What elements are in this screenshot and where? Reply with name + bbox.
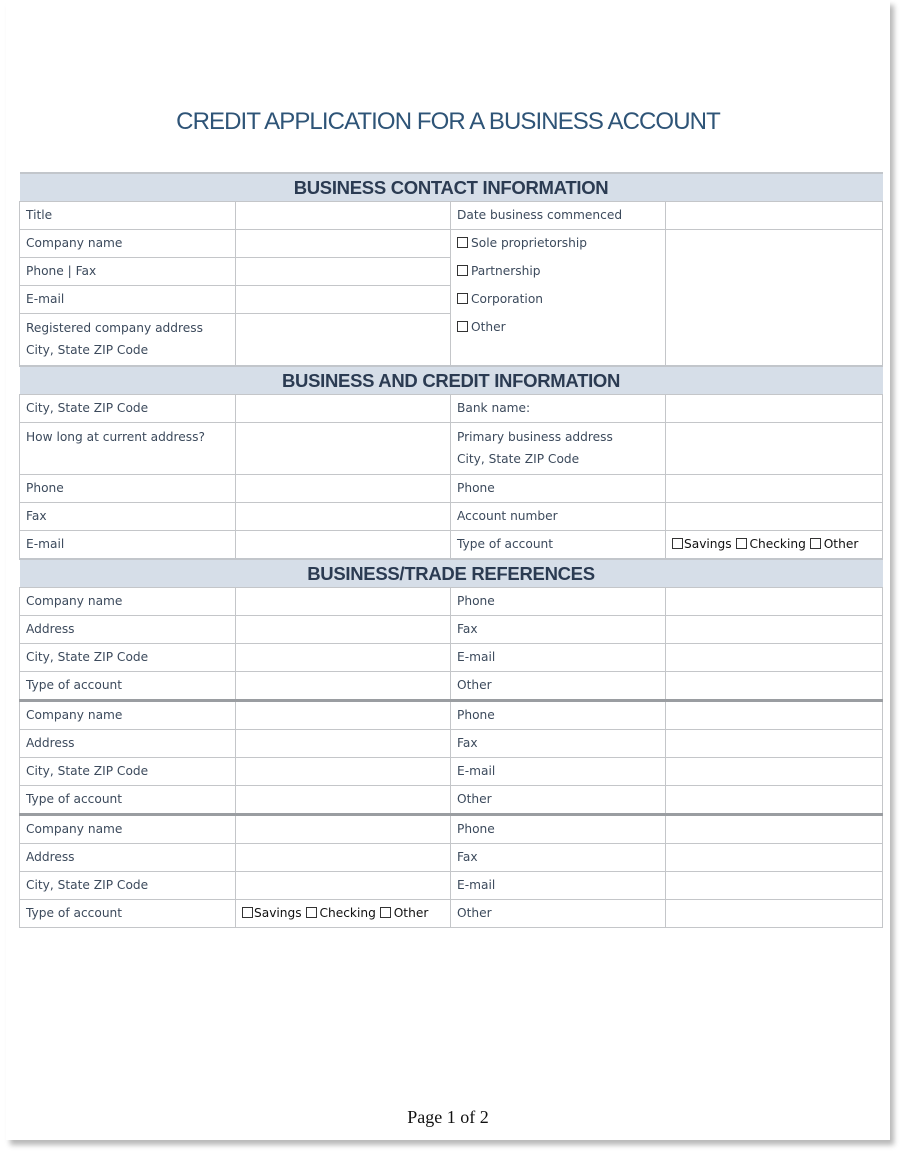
table-row (20, 230, 883, 258)
ref-input[interactable] (236, 872, 451, 900)
checkbox-icon[interactable] (457, 265, 468, 276)
table-row (20, 616, 883, 644)
table-row (20, 672, 883, 701)
table-row (20, 395, 883, 423)
table-row (20, 202, 883, 230)
checkbox-icon[interactable] (736, 538, 747, 549)
field-label: How long at current address? (20, 423, 236, 475)
field-label: Primary business address City, State ZIP Code (451, 423, 666, 475)
ref-input[interactable] (666, 786, 883, 815)
field-label: City, State ZIP Code (20, 395, 236, 423)
entity-option[interactable]: Partnership (457, 258, 659, 286)
ref-input[interactable] (666, 672, 883, 701)
field-label: Registered company address City, State ZIP Code (20, 314, 236, 367)
table-row (20, 503, 883, 531)
table-row (20, 588, 883, 616)
entity-type-input[interactable] (666, 230, 883, 367)
entity-option[interactable]: Sole proprietorship (457, 230, 659, 258)
table-row (20, 531, 883, 560)
ref-input[interactable] (666, 644, 883, 672)
field-label: Phone | Fax (20, 258, 236, 286)
ref-input[interactable] (236, 588, 451, 616)
section-title: BUSINESS CONTACT INFORMATION (20, 173, 883, 202)
ref-input[interactable] (666, 844, 883, 872)
page-number: Page 1 of 2 (407, 1107, 489, 1127)
email-input[interactable] (236, 286, 451, 314)
field-label: Fax (451, 730, 666, 758)
account-number-input[interactable] (666, 503, 883, 531)
field-label: Phone (20, 475, 236, 503)
field-label: E-mail (20, 286, 236, 314)
field-label: Fax (451, 616, 666, 644)
ref-input[interactable] (666, 730, 883, 758)
credit-application-form (19, 172, 883, 928)
field-label: Title (20, 202, 236, 230)
checkbox-icon[interactable] (810, 538, 821, 549)
field-label: Company name (20, 230, 236, 258)
field-label: Address (20, 844, 236, 872)
ref-input[interactable] (666, 900, 883, 928)
section-header-references (20, 559, 883, 588)
field-label: Phone (451, 588, 666, 616)
table-row (20, 730, 883, 758)
field-label: Fax (451, 844, 666, 872)
entity-type-options (451, 230, 666, 367)
document-title: CREDIT APPLICATION FOR A BUSINESS ACCOUNT (176, 108, 720, 135)
ref-input[interactable] (666, 616, 883, 644)
field-label: Company name (20, 815, 236, 844)
ref-input[interactable] (236, 815, 451, 844)
checkbox-icon[interactable] (457, 293, 468, 304)
table-row (20, 758, 883, 786)
field-label: Bank name: (451, 395, 666, 423)
field-label: Other (451, 900, 666, 928)
table-row (20, 815, 883, 844)
field-label: E-mail (20, 531, 236, 560)
ref-input[interactable] (236, 644, 451, 672)
ref-input[interactable] (236, 758, 451, 786)
ref-input[interactable] (666, 701, 883, 730)
field-label: E-mail (451, 644, 666, 672)
city-state-zip-input[interactable] (236, 395, 451, 423)
table-row (20, 475, 883, 503)
table-row (20, 786, 883, 815)
registered-address-input[interactable] (236, 314, 451, 367)
field-label: Other (451, 672, 666, 701)
checkbox-icon[interactable] (457, 321, 468, 332)
section-header-credit (20, 366, 883, 395)
ref-input[interactable] (236, 701, 451, 730)
table-row (20, 872, 883, 900)
field-label: Address (20, 616, 236, 644)
table-row (20, 701, 883, 730)
table-row (20, 423, 883, 475)
table-row (20, 644, 883, 672)
ref-input[interactable] (236, 672, 451, 701)
field-label: Type of account (20, 786, 236, 815)
field-label: Type of account (20, 900, 236, 928)
email-input[interactable] (236, 531, 451, 560)
title-input[interactable] (236, 202, 451, 230)
field-label: Phone (451, 701, 666, 730)
field-label: Company name (20, 588, 236, 616)
field-label: E-mail (451, 872, 666, 900)
field-label: Type of account (451, 531, 666, 560)
field-label: City, State ZIP Code (20, 872, 236, 900)
account-type-options: Savings Checking Other (236, 900, 451, 928)
document-page (6, 0, 890, 1140)
field-label: City, State ZIP Code (20, 644, 236, 672)
entity-option[interactable]: Corporation (457, 286, 659, 314)
checkbox-icon[interactable] (457, 237, 468, 248)
field-label: Account number (451, 503, 666, 531)
checkbox-icon[interactable] (242, 907, 253, 918)
field-label: City, State ZIP Code (20, 758, 236, 786)
primary-address-input[interactable] (666, 423, 883, 475)
ref-input[interactable] (666, 872, 883, 900)
how-long-input[interactable] (236, 423, 451, 475)
ref-input[interactable] (236, 730, 451, 758)
fax-input[interactable] (236, 503, 451, 531)
ref-input[interactable] (236, 844, 451, 872)
ref-input[interactable] (236, 616, 451, 644)
section-title: BUSINESS/TRADE REFERENCES (20, 559, 883, 588)
date-commenced-input[interactable] (666, 202, 883, 230)
checkbox-icon[interactable] (306, 907, 317, 918)
company-name-input[interactable] (236, 230, 451, 258)
section-header-contact (20, 173, 883, 202)
bank-name-input[interactable] (666, 395, 883, 423)
field-label: Fax (20, 503, 236, 531)
field-label: Other (451, 786, 666, 815)
ref-input[interactable] (236, 786, 451, 815)
ref-input[interactable] (666, 588, 883, 616)
bank-phone-input[interactable] (666, 475, 883, 503)
table-row (20, 844, 883, 872)
field-label: Phone (451, 815, 666, 844)
section-title: BUSINESS AND CREDIT INFORMATION (20, 366, 883, 395)
field-label: Company name (20, 701, 236, 730)
table-row (20, 900, 883, 928)
account-type-options: Savings Checking Other (666, 531, 883, 560)
field-label: Phone (451, 475, 666, 503)
phone-input[interactable] (236, 475, 451, 503)
phone-fax-input[interactable] (236, 258, 451, 286)
field-label: Date business commenced (451, 202, 666, 230)
field-label: Type of account (20, 672, 236, 701)
checkbox-icon[interactable] (380, 907, 391, 918)
field-label: E-mail (451, 758, 666, 786)
ref-input[interactable] (666, 758, 883, 786)
checkbox-icon[interactable] (672, 538, 683, 549)
ref-input[interactable] (666, 815, 883, 844)
field-label: Address (20, 730, 236, 758)
entity-option[interactable]: Other (457, 314, 659, 342)
